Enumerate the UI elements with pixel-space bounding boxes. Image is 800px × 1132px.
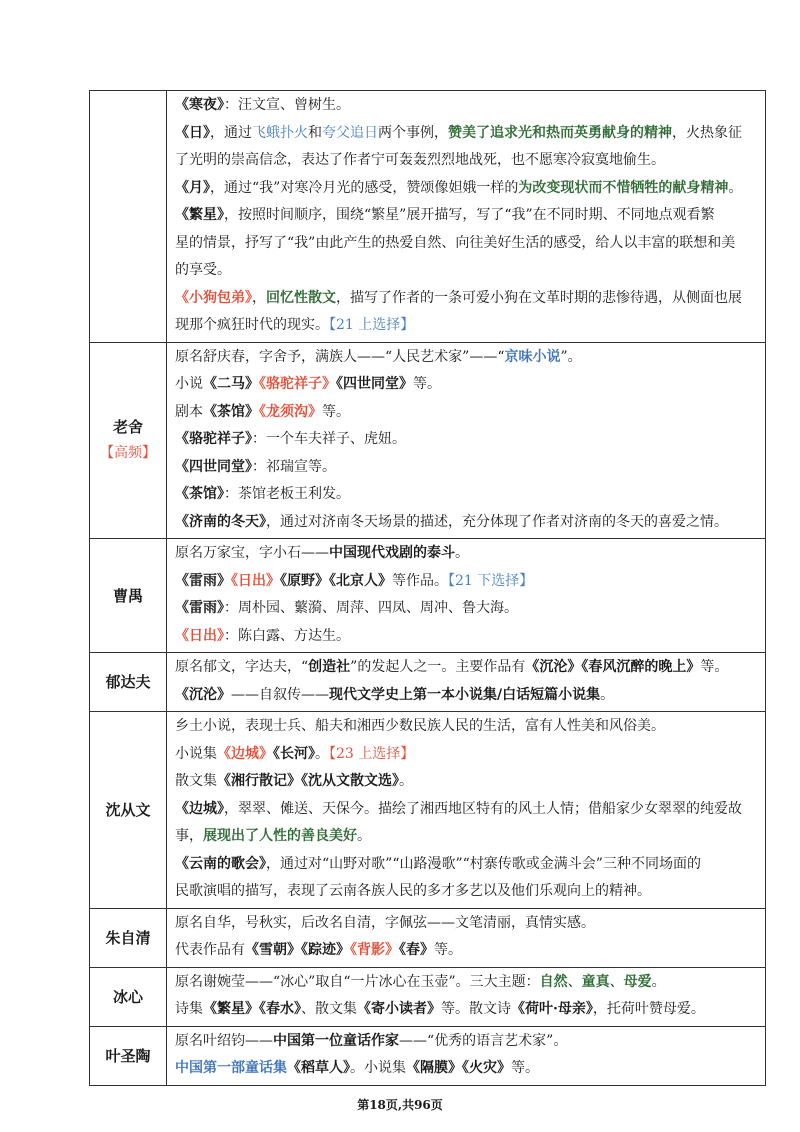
text-segment: 《背影》 [350, 942, 399, 958]
text-segment: ，描写了作者的一条可爱小狗在文革时期的悲惨待遇，从侧面也展 [336, 289, 742, 306]
text-segment: 为改变现状而不惜牺牲的献身精神 [518, 179, 729, 196]
note-line [175, 285, 761, 313]
text-segment: 《湘行散记》《沈从文散文选》 [217, 773, 399, 789]
author-name-cell [90, 712, 167, 909]
text-segment: 。 [651, 973, 666, 990]
text-segment: ”的发起人之一。主要作品有 [350, 659, 526, 675]
author-row [90, 539, 766, 653]
author-row [90, 712, 766, 909]
author-name-cell [90, 539, 167, 653]
text-segment: 现那个疯狂时代的现实。 [175, 317, 329, 333]
text-segment: 小说 [175, 376, 203, 392]
text-segment: 自然 [539, 973, 568, 990]
note-line [175, 426, 761, 454]
note-line [175, 371, 761, 399]
note-line [175, 796, 761, 824]
text-segment: 、 [609, 973, 624, 990]
text-segment: 展现出了人性的善良美好 [203, 828, 357, 844]
text-segment: 《二马》 [203, 376, 259, 392]
page-number: 第18页,共96页 [357, 1098, 443, 1112]
text-segment: 中国第一位童话作家 [273, 1032, 399, 1049]
note-line [175, 202, 761, 230]
text-segment: 《雪朝》《踪迹》 [245, 942, 350, 958]
text-segment: 等作品。 [392, 572, 448, 589]
text-segment: 回忆性散文 [266, 289, 336, 306]
author-notes-cell [167, 908, 766, 967]
note-line [175, 175, 761, 203]
text-segment: 。 [399, 773, 413, 789]
author-notes-cell [167, 653, 766, 712]
text-segment: 《日》 [175, 124, 210, 141]
author-name-cell [90, 653, 167, 712]
text-segment: 《长河》 [273, 745, 315, 762]
text-segment: 《月》 [175, 179, 210, 196]
note-line [175, 568, 761, 596]
author-notes-cell [167, 1026, 766, 1085]
text-segment: 《原野》《北京人》 [280, 572, 392, 589]
author-notes-cell [167, 342, 766, 539]
text-segment: 《雷雨》 [175, 572, 231, 589]
text-segment: 中国现代戏剧的泰斗 [329, 545, 455, 561]
author-row [90, 91, 766, 343]
note-line [175, 540, 761, 568]
note-line [175, 481, 761, 509]
author-row [90, 342, 766, 539]
text-segment: 《稻草人》 [287, 1060, 350, 1076]
text-segment: 原名郁文，字达夫，“ [175, 659, 309, 675]
exam-tag: 【21 下选择】 [448, 572, 534, 589]
text-segment: 两个事例， [378, 124, 448, 141]
text-segment: 乡土小说，表现士兵、船夫和湘西少数民族人民的生活，富有人性美和风俗美。 [175, 718, 665, 734]
author-notes-cell [167, 91, 766, 343]
text-segment: ：陈白露、方达生。 [224, 627, 350, 644]
text-segment: 和 [308, 124, 322, 141]
note-line [175, 120, 761, 148]
note-line [175, 92, 761, 120]
note-line [175, 623, 761, 651]
note-line [175, 937, 761, 965]
text-segment: ：周朴园、蘩漪、周萍、四凤、周冲、鲁大海。 [224, 600, 518, 616]
note-line [175, 1055, 761, 1083]
text-segment: 、 [567, 973, 582, 990]
text-segment: 原名舒庆春，字舍予，满族人——“人民艺术家”——“ [175, 348, 505, 365]
note-line [175, 713, 761, 741]
text-segment: 童真 [581, 973, 610, 990]
note-line [175, 654, 761, 682]
text-segment: 母爱 [623, 973, 652, 990]
text-segment: 小说集 [175, 745, 217, 762]
text-segment: 等。 [322, 403, 350, 420]
note-line [175, 344, 761, 372]
text-segment: 《边城》 [175, 800, 224, 817]
text-segment: ，火热象征 [672, 124, 742, 141]
author-row [90, 653, 766, 712]
note-line [175, 595, 761, 623]
note-line [175, 1028, 761, 1056]
note-line [175, 969, 761, 997]
text-segment: 、散文集 [301, 1001, 357, 1017]
text-segment: ， [252, 289, 266, 306]
author-notes-cell [167, 712, 766, 909]
text-segment: 《荷叶·母亲》 [511, 1001, 593, 1017]
author-name-cell [90, 967, 167, 1026]
note-line [175, 910, 761, 938]
text-segment: 《骆驼祥子》 [175, 431, 252, 447]
text-segment: 等。 [700, 659, 729, 675]
text-segment: 《繁星》 [175, 207, 224, 223]
text-segment: 散文集 [175, 773, 217, 789]
text-segment: ，按照时间顺序，围绕“繁星”展开描写，写了“我”在不同时期、不同地点观看繁 [224, 207, 715, 223]
text-segment: ，翠翠、傩送、天保今。描绘了湘西地区特有的风土人情；借船家少女翠翠的纯爱故 [224, 800, 742, 817]
text-segment: 了光明的崇高信念，表达了作者宁可轰轰烈烈地战死，也不愿寒冷寂寞地偷生。 [175, 152, 665, 168]
text-segment: 《隔膜》《火灾》 [406, 1060, 511, 1076]
text-segment: 。 [728, 179, 743, 196]
author-name: 冰心 [112, 987, 143, 1006]
exam-tag: 【23 上选择】 [329, 745, 415, 762]
author-name: 曹禺 [112, 586, 143, 605]
text-segment: 《寄小读者》 [357, 1001, 441, 1017]
author-name-cell [90, 342, 167, 539]
text-segment: 中国第一部童话集 [175, 1060, 287, 1076]
text-segment: 《云南的歌会》 [175, 855, 266, 872]
text-segment: 京味小说 [504, 348, 561, 365]
text-segment: 赞美了追求光和热而英勇献身的精神 [448, 124, 672, 141]
text-segment: 等。 [511, 1060, 539, 1076]
text-segment: 《繁星》《春水》 [203, 1001, 301, 1017]
text-segment: 《寒夜》 [175, 97, 224, 113]
note-line [175, 878, 761, 906]
note-line [175, 399, 761, 427]
text-segment: 《骆驼祥子》 [259, 376, 336, 392]
text-segment: 《日出》 [231, 572, 280, 589]
frequency-badge: 【高频】 [100, 445, 156, 462]
note-line [175, 996, 761, 1024]
text-segment: 《雷雨》 [175, 600, 224, 616]
text-segment: ，通过 [210, 124, 252, 141]
author-name: 沈从文 [105, 800, 151, 819]
text-segment: 夸父追日 [322, 124, 378, 141]
text-segment: 《沉沦》《春风沉醉的晚上》 [525, 659, 701, 675]
text-segment: 等。 [434, 942, 462, 958]
note-line [175, 682, 761, 710]
text-segment: 。 [455, 545, 469, 561]
exam-tag: 【21 上选择】 [329, 317, 415, 333]
text-segment: 剧本 [175, 403, 203, 420]
note-line [175, 823, 761, 851]
text-segment: 《茶馆》 [175, 486, 224, 502]
text-segment: 代表作品有 [175, 942, 245, 958]
text-segment: 原名谢婉莹——“冰心”取自“一片冰心在玉壶”。三大主题： [175, 973, 540, 990]
text-segment: ，通过对“山野对歌”“山路漫歌”“村寨传歌或金满斗会”三种不同场面的 [266, 855, 701, 872]
author-name-cell [90, 908, 167, 967]
text-segment: ，通过对济南冬天场景的描述，充分体现了作者对济南的冬天的喜爱之情。 [266, 513, 728, 530]
author-row [90, 967, 766, 1026]
text-segment: 诗集 [175, 1001, 203, 1017]
text-segment: ——“优秀的语言艺术家”。 [399, 1032, 568, 1049]
note-line [175, 147, 761, 175]
text-segment: 。小说集 [350, 1060, 406, 1076]
text-segment: 等。散文诗 [441, 1001, 511, 1017]
text-segment: 《沉沦》 [175, 686, 231, 703]
author-row [90, 1026, 766, 1085]
text-segment: ——自叙传—— [231, 686, 329, 703]
text-segment: 《小狗包弟》 [175, 289, 252, 306]
author-row [90, 908, 766, 967]
author-name: 朱自清 [105, 928, 151, 947]
text-segment: 等。 [413, 376, 441, 392]
text-segment: 。 [357, 828, 371, 844]
note-line [175, 851, 761, 879]
note-line [175, 509, 761, 537]
author-name-cell [90, 1026, 167, 1085]
text-segment: ，托荷叶赞母爱。 [592, 1001, 705, 1017]
text-segment: 民歌演唱的描写，表现了云南各族人民的多才多艺以及他们乐观向上的精神。 [175, 883, 651, 899]
text-segment: 《济南的冬天》 [175, 513, 266, 530]
text-segment: ”。 [560, 348, 582, 365]
note-line [175, 230, 761, 258]
text-segment: 《茶馆》 [203, 403, 259, 420]
note-line [175, 741, 761, 769]
text-segment: 原名自华，号秋实，后改名自清，字佩弦——文笔清丽，真情实感。 [175, 914, 595, 931]
text-segment: 。 [315, 745, 329, 762]
text-segment: 《龙须沟》 [259, 403, 322, 420]
text-segment: ：祁瑞宣等。 [252, 458, 336, 475]
text-segment: 原名万家宝，字小石—— [175, 545, 329, 561]
author-notes-cell [167, 539, 766, 653]
author-name: 叶圣陶 [105, 1046, 151, 1065]
text-segment: 《四世同堂》 [336, 376, 413, 392]
text-segment: ：一个车夫祥子、虎妞。 [252, 431, 406, 447]
text-segment: 《日出》 [175, 627, 224, 644]
text-segment: 原名叶绍钧—— [175, 1032, 273, 1049]
note-line [175, 454, 761, 482]
text-segment: 创造社 [308, 659, 351, 675]
text-segment: 《春》 [399, 942, 434, 958]
text-segment: ，通过“我”对寒冷月光的感受，赞颂像妲娥一样的 [210, 179, 519, 196]
author-name: 老舍 [112, 418, 143, 437]
text-segment: ：汪文宣、曾树生。 [224, 97, 350, 113]
text-segment: ：茶馆老板王利发。 [224, 486, 350, 502]
author-name: 郁达夫 [105, 673, 151, 691]
author-name-cell [90, 91, 167, 343]
author-table [89, 90, 766, 1086]
text-segment: 的享受。 [175, 262, 231, 278]
text-segment: 现代文学史上第一本小说集/白话短篇小说集 [329, 686, 601, 703]
text-segment: 星的情景，抒写了“我”由此产生的热爱自然、向往美好生活的感受，给人以丰富的联想和美 [175, 234, 736, 251]
note-line [175, 768, 761, 796]
text-segment: 事， [175, 828, 203, 844]
author-notes-cell [167, 967, 766, 1026]
text-segment: 飞蛾扑火 [252, 124, 308, 141]
note-line [175, 312, 761, 340]
text-segment: 《边城》 [217, 745, 273, 762]
note-line [175, 257, 761, 285]
text-segment: 《四世同堂》 [175, 458, 252, 475]
text-segment: 。 [600, 686, 615, 703]
